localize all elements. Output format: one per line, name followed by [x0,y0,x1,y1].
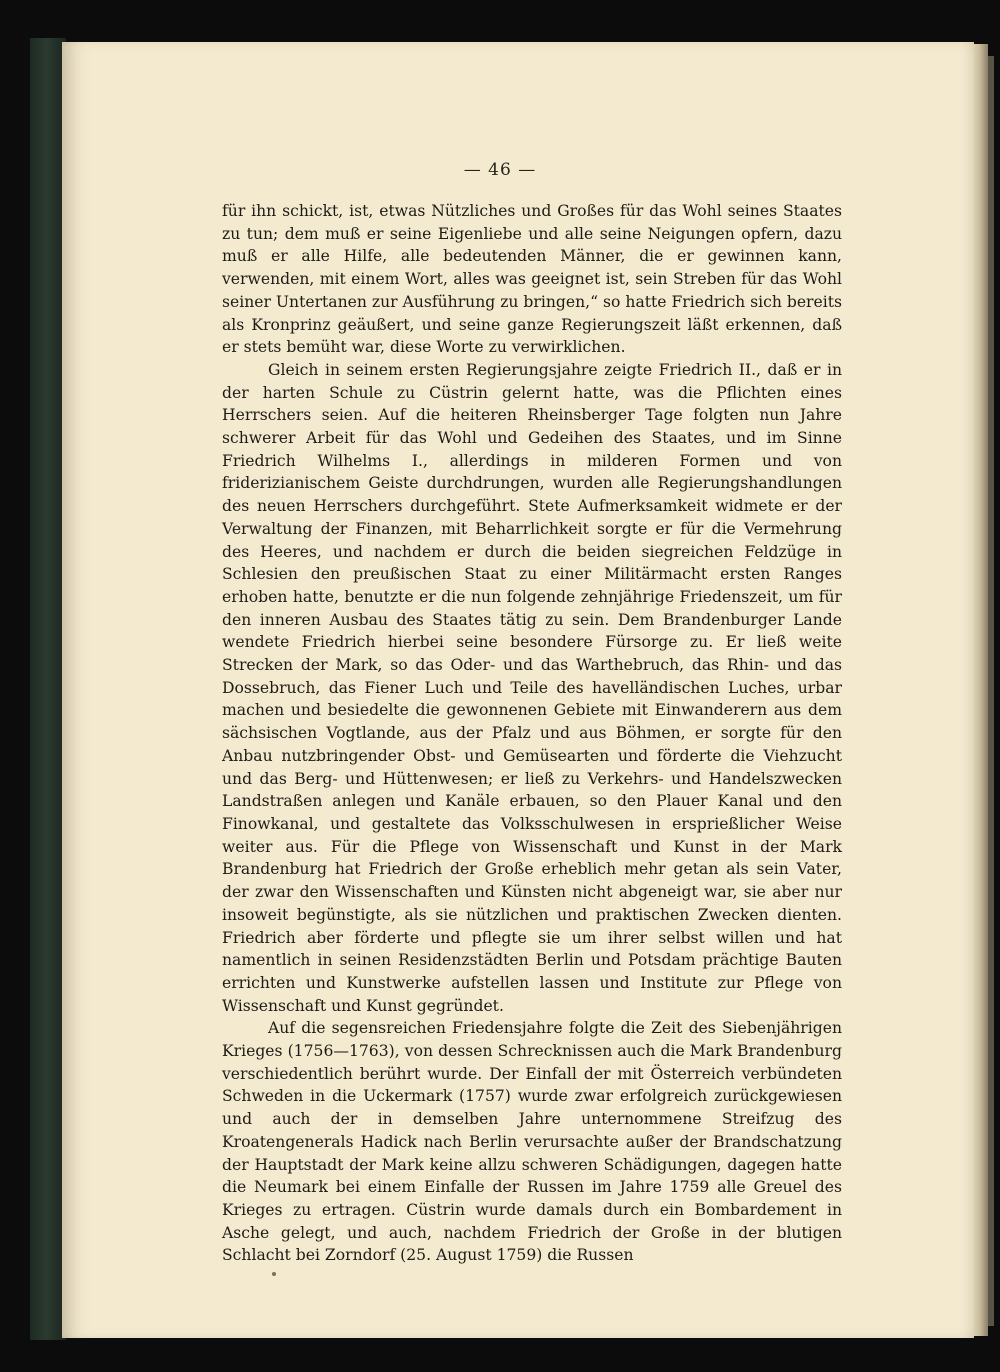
book-spine [30,38,66,1340]
page-number: — 46 — [463,160,537,180]
paragraph-3: Auf die segensreichen Friedensjahre folgte die Zeit des Siebenjährigen Krieges (1756—1763), von dessen Schrecknissen auch die Mark Brandenburg verschiedentlich berührt wurde. Der Einfall der mit Österreich verbündeten Schweden in die Uckermark (1757) wurde zwar erfolgreich zurückgewiesen und auch der in demselben Jahre unternommene Streifzug des Kroatengenerals Hadick nach Berlin verursachte außer der Brandschatzung der Hauptstadt der Mark keine allzu schweren Schädigungen, dagegen hatte die Neumark bei einem Einfalle der Russen im Jahre 1759 alle Greuel des Krieges zu ertragen. Cüstrin wurde damals durch ein Bombardement in Asche gelegt, und auch, nachdem Friedrich der Große in der blutigen Schlacht bei Zorndorf (25. August 1759) die Russen [222,1019,842,1265]
paper-speck [272,1272,276,1276]
page-edge-shadow [988,56,994,1326]
body-text [222,200,842,1267]
paragraph-2: Gleich in seinem ersten Regierungsjahre zeigte Friedrich II., daß er in der harten Schule zu Cüstrin gelernt hatte, was die Pflichten eines Herrschers seien. Auf die heiteren Rheinsberger Tage folgten nun Jahre schwerer Arbeit für das Wohl und Gedeihen des Staates, und im Sinne Friedrich Wilhelms I., allerdings in milderen Formen und von friderizianischem Geiste durchdrungen, wurden alle Regierungshandlungen des neuen Herrschers durchgeführt. Stete Aufmerksamkeit widmete er der Verwaltung der Finanzen, mit Beharrlichkeit sorgte er für die Vermehrung des Heeres, und nachdem er durch die beiden siegreichen Feldzüge in Schlesien den preußischen Staat zu einer Militärmacht ersten Ranges erhoben hatte, benutzte er die nun folgende zehnjährige Friedenszeit, um für den inneren Ausbau des Staates tätig zu sein. Dem Brandenburger Lande wendete Friedrich hierbei seine besondere Fürsorge zu. Er ließ weite Strecken der Mark, so das Oder- und das Warthebruch, das Rhin- und das Dossebruch, das Fiener Luch und Teile des havelländischen Luches, urbar machen und besiedelte die gewonnenen Gebiete mit Einwanderern aus dem sächsischen Vogtlande, aus der Pfalz und aus Böhmen, er sorgte für den Anbau nutzbringender Obst- und Gemüsearten und förderte die Viehzucht und das Berg- und Hüttenwesen; er ließ zu Verkehrs- und Handelszwecken Landstraßen anlegen und Kanäle erbauen, so den Plauer Kanal und den Finowkanal, und gestaltete das Volksschulwesen in ersprießlicher Weise weiter aus. Für die Pflege von Wissenschaft und Kunst in der Mark Brandenburg hat Friedrich der Große erheblich mehr getan als sein Vater, der zwar den Wissenschaften und Künsten nicht abgeneigt war, sie aber nur insoweit begünstigte, als sie nützlichen und praktischen Zwecken dienten. Friedrich aber förderte und pflegte sie um ihrer selbst willen und hat namentlich in seinen Residenzstädten Berlin und Potsdam prächtige Bauten errichten und Kunstwerke aufstellen lassen und Institute zur Pflege von Wissenschaft und Kunst gegründet. [222,360,842,1015]
page-edge [974,44,988,1336]
paragraph-1: für ihn schickt, ist, etwas Nützliches und Großes für das Wohl seines Staates zu tun; dem muß er seine Eigenliebe und alle seine Neigungen opfern, dazu muß er alle Hilfe, alle bedeutenden Männer, die er gewinnen kann, verwenden, mit einem Wort, alles was geeignet ist, sein Streben für das Wohl seiner Untertanen zur Ausführung zu bringen,“ so hatte Friedrich sich bereits als Kronprinz geäußert, und seine ganze Regierungszeit läßt erkennen, daß er stets bemüht war, diese Worte zu verwirklichen. [222,202,842,357]
